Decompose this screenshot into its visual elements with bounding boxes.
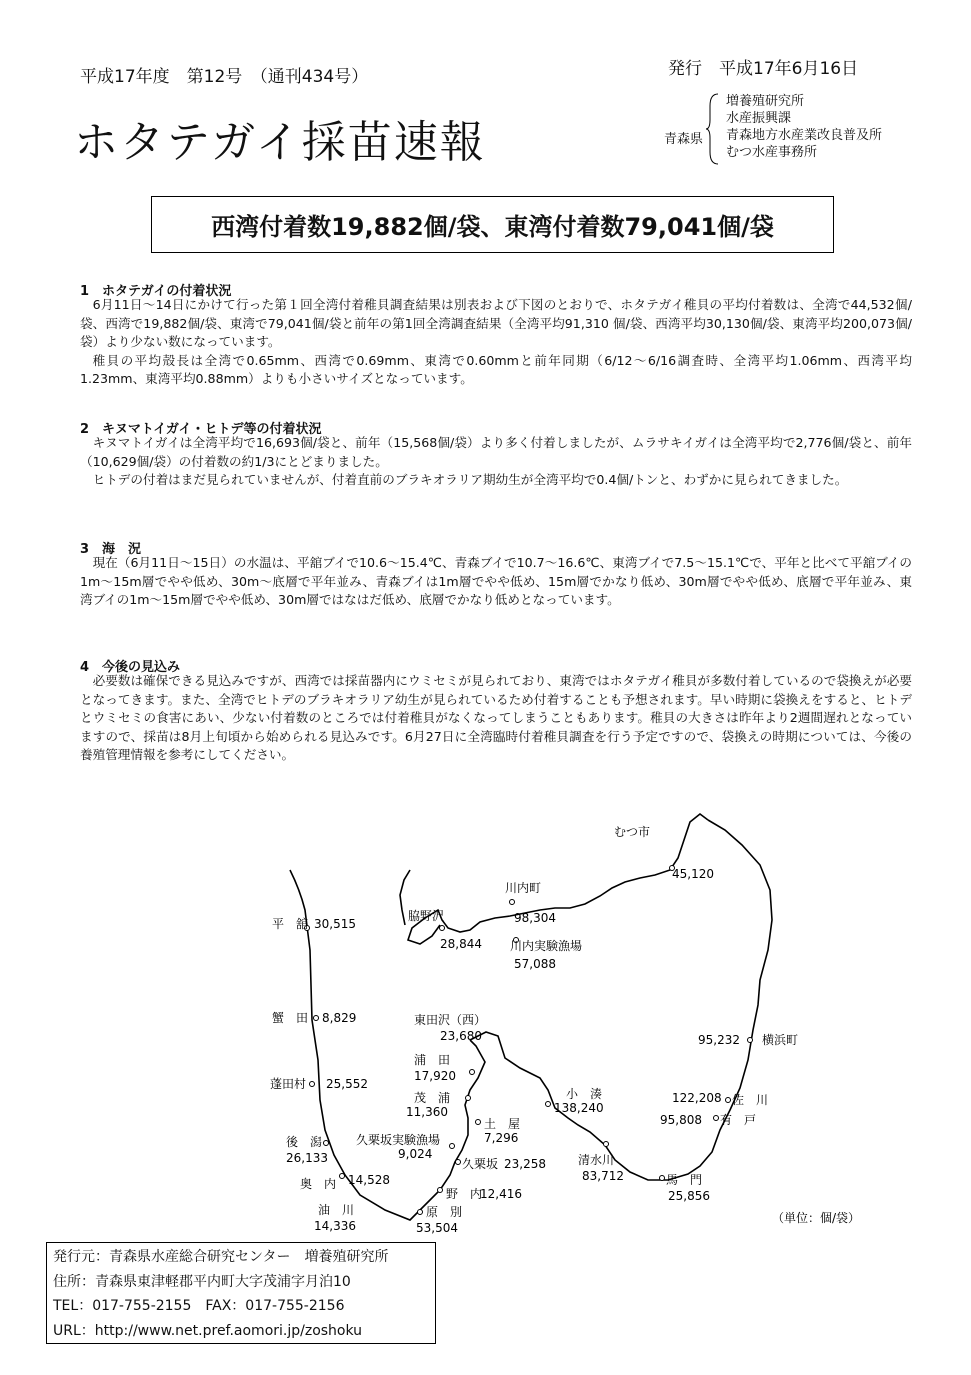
org-item: 水産振興課 [726,111,792,126]
station-value: 95,232 [698,1033,740,1047]
station-marker [466,1096,471,1101]
station-value: 25,856 [668,1189,710,1203]
station-name: 蟹 田 [272,1011,309,1025]
paragraph: キヌマトイガイは全湾平均で16,693個/袋と、前年（15,568個/袋）より多く付着しましたが、ムラサキイガイは全湾平均で2,776個/袋と、前年（10,629個/袋）の付着数の約1/3にとどまりました。 [80,435,912,469]
station-marker [438,1188,443,1193]
station-value: 8,829 [322,1011,357,1025]
station-marker [726,1098,731,1103]
section-3-heading: 3 海 況 [80,542,142,557]
paragraph: ヒトデの付着はまだ見られていませんが、付着直前のブラキオラリア期幼生が全湾平均で0.4個/トンと、わずかに見られてきました。 [92,472,848,488]
headline-box [151,196,834,253]
station-marker [660,1176,665,1181]
station-value: 30,515 [314,917,356,931]
station-marker [440,926,445,931]
station-value: 83,712 [582,1169,624,1183]
station-name: 清水川 [578,1153,615,1167]
station-marker [456,1160,461,1165]
station-marker [470,1070,475,1075]
station-value: 26,133 [286,1151,328,1165]
section-4-body [80,672,912,765]
station-value: 23,680 [440,1029,482,1043]
station-name: 久栗坂 [462,1157,499,1171]
station-name: 油 川 [318,1203,355,1217]
station-value: 12,416 [480,1187,522,1201]
issue-number: 平成17年度 第12号 （通刊434号） [80,67,369,87]
station-value: 138,240 [554,1101,604,1115]
station-value: 11,360 [406,1105,448,1119]
station-value: 14,336 [314,1219,356,1233]
map-unit: （単位：個/袋） [772,1211,861,1225]
station-name: 佐 川 [732,1093,769,1107]
prefecture-label: 青森県 [664,132,704,147]
station-value: 17,920 [414,1069,456,1083]
footer-tel-fax: TEL：017-755-2155 FAX：017-755-2156 [53,1298,345,1314]
station-marker [714,1116,719,1121]
paragraph: 稚貝の平均殻長は全湾で0.65mm、西湾で0.69mm、東湾で0.60mmと前年同期（6/12～6/16調査時、全湾平均1.06mm、西湾平均1.23mm、東湾平均0.88mm）よりも小さいサイズとなっています。 [80,352,912,387]
station-name: 茂 浦 [414,1091,451,1105]
station-name: 蓬田村 [270,1077,307,1091]
station-marker [604,1142,609,1147]
station-value: 98,304 [514,911,556,925]
station-name: むつ市 [614,825,651,839]
station-value: 9,024 [398,1147,433,1161]
station-value: 122,208 [672,1091,722,1105]
station-marker [546,1102,551,1107]
footer-address: 住所：青森県東津軽郡平内町大字茂浦字月泊10 [53,1273,351,1290]
org-list [726,93,882,161]
station-name: 浦 田 [414,1053,451,1067]
station-value: 95,808 [660,1113,702,1127]
section-2-heading: 2 キヌマトイガイ・ヒトデ等の付着状況 [80,422,322,437]
station-name: 脇野沢 [408,909,445,923]
station-value: 14,528 [348,1173,390,1187]
station-labels [270,825,860,1235]
station-value: 7,296 [484,1131,519,1145]
station-value: 23,258 [504,1157,546,1171]
station-name: 原 別 [426,1205,463,1219]
paragraph: 必要数は確保できる見込みですが、西湾では採苗器内にウミセミが見られており、東湾ではホタテガイ稚貝が多数付着しているので袋換えが必要となってきます。また、全湾でヒトデのブラキオラリア幼生が見られているため付着することも予想されます。早い時期に袋換えをすると、ヒトデとウミセミの食害にあい、少ない付着数のところでは付着稚貝がなくなってしまうこともあります。稚貝の大きさは昨年より2週間遅れとなっていますので、採苗は8月上旬頃から始められる見込みです。6月27日に全湾臨時付着稚貝調査を行う予定ですので、袋換えの時期については、今後の養殖管理情報を参考にしてください。 [80,673,912,763]
station-marker [510,900,515,905]
station-marker [310,1082,315,1087]
station-name: 後 潟 [286,1135,323,1149]
station-name: 小 湊 [566,1087,603,1101]
station-value: 28,844 [440,937,482,951]
station-name: 東田沢（西） [414,1013,487,1027]
publish-date: 発行 平成17年6月16日 [668,59,859,79]
station-value: 25,552 [326,1077,368,1091]
org-item: むつ水産事務所 [726,145,818,160]
station-name: 奥 内 [300,1177,337,1191]
station-name: 有 戸 [720,1113,757,1127]
footer-url[interactable]: URL：http://www.net.pref.aomori.jp/zoshoku [53,1322,363,1339]
org-item: 青森地方水産業改良普及所 [726,128,883,143]
station-marker [324,1141,329,1146]
station-marker [476,1120,481,1125]
org-item: 増養殖研究所 [726,94,805,109]
footer-publisher: 発行元：青森県水産総合研究センター 増養殖研究所 [53,1249,389,1265]
station-name: 横浜町 [762,1033,799,1047]
station-value: 53,504 [416,1221,458,1235]
contact-footer [46,1242,436,1344]
station-marker [340,1174,345,1179]
paragraph: 現在（6月11日～15日）の水温は、平舘ブイで10.6～15.4℃、青森ブイで10.7～16.6℃、東湾ブイで7.5～15.1℃で、平年と比べて平舘ブイの1m～15m層でやや低め、30m～底層で平年並み、青森ブイは1m層でやや低め、15m層でかなり低め、30m層でやや低め、底層で平年並み、東湾ブイの1m～15m層でやや低め、30m層ではなはだ低め、底層でかなり低めとなっています。 [80,555,912,608]
org-brace [706,92,720,166]
station-name: 久栗坂実験漁場 [356,1133,441,1147]
station-value: 57,088 [514,957,556,971]
station-marker [314,1016,319,1021]
page-title: ホタテガイ採苗速報 [74,117,486,168]
station-name: 野 内 [446,1187,483,1201]
section-1-body [80,296,912,389]
station-name: 川内町 [505,881,542,895]
headline-text: 西湾付着数19,882個/袋、東湾付着数79,041個/袋 [211,213,774,241]
station-value: 45,120 [672,867,714,881]
station-name: 土 屋 [484,1117,521,1131]
station-marker [748,1038,753,1043]
station-name: 平 舘 [272,917,309,931]
section-3-body [80,554,912,610]
section-2-body [80,434,912,490]
station-marker [450,1144,455,1149]
bay-map [0,800,971,1240]
paragraph: 6月11日～14日にかけて行った第１回全湾付着稚貝調査結果は別表および下図のとおりで、ホタテガイ稚貝の平均付着数は、全湾で44,532個/袋、西湾で19,882個/袋、東湾で79,041個/袋と前年の第1回全湾調査結果（全湾平均91,310 個/袋、西湾平均30,130個/袋、東湾平均200,073個/袋）より少ない数になっています。 [80,297,912,350]
section-4-heading: 4 今後の見込み [80,660,181,675]
section-1-heading: 1 ホタテガイの付着状況 [80,284,232,299]
station-marker [418,1210,423,1215]
station-name: 馬 門 [666,1173,703,1187]
station-name: 川内実験漁場 [510,939,583,953]
